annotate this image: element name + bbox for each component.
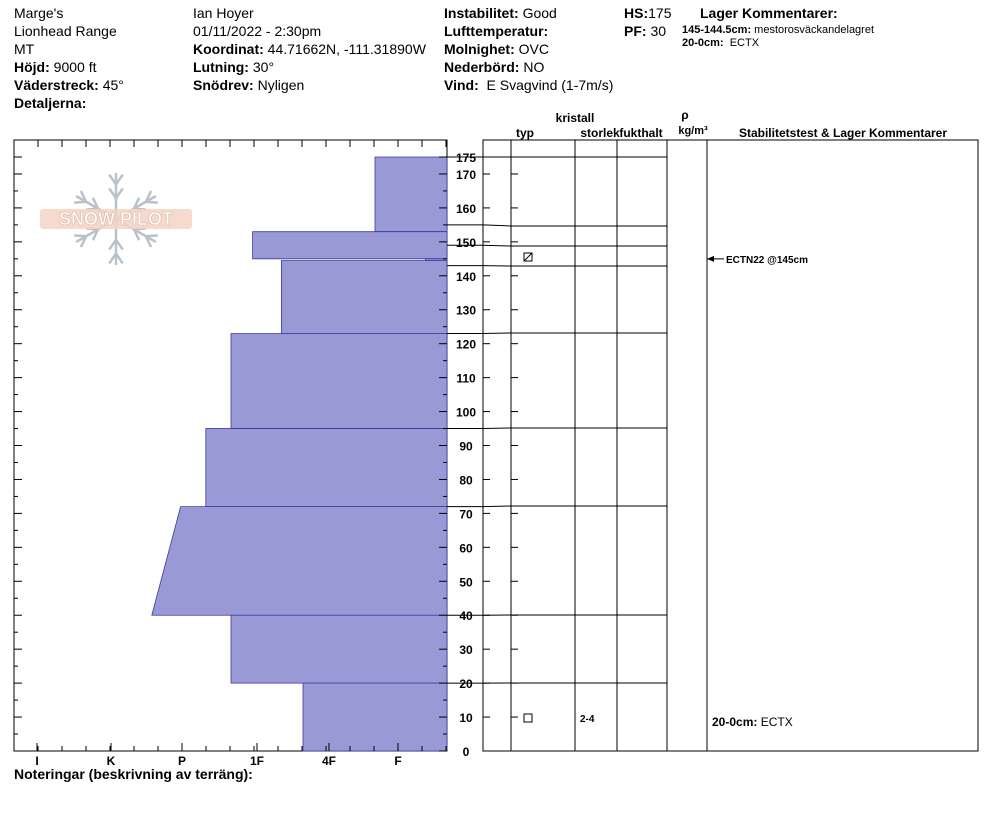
- depth-tick-label: 10: [459, 711, 473, 726]
- observer: Ian Hoyer: [193, 5, 254, 21]
- hardness-tick-label: I: [35, 754, 39, 768]
- layer-connector: [483, 428, 511, 429]
- depth-tick-label: 110: [456, 371, 476, 386]
- hardness-layer: [375, 157, 447, 232]
- layer-connector: [483, 245, 511, 246]
- layer-connector: [483, 225, 511, 226]
- layer-connector: [483, 333, 511, 334]
- col-header-storlek: storlek: [580, 126, 620, 140]
- col-header-rho: ρ: [681, 108, 689, 122]
- snowflake-branch: [74, 235, 86, 236]
- layer-boundary-lines: [447, 157, 667, 683]
- coord-value: 44.71662N, -111.31890W: [267, 41, 426, 57]
- col-header-stability: Stabilitetstest & Lager Kommentarer: [738, 126, 948, 140]
- snowpilot-logo: [40, 173, 192, 265]
- layer-table-frame: [483, 140, 978, 751]
- snowflake-branch: [74, 202, 86, 203]
- location-name: Marge's: [14, 5, 64, 21]
- depth-tick-label: 100: [455, 405, 477, 420]
- hardness-tick-label: 1F: [249, 754, 265, 768]
- depth-tick-label: 0: [462, 745, 470, 759]
- precip-value: NO: [523, 59, 545, 75]
- hardness-tick-label: F: [394, 754, 402, 768]
- notes-label: Noteringar (beskrivning av terräng):: [14, 766, 253, 782]
- elevation-value: 9000 ft: [53, 59, 97, 75]
- layer-comments-title: Lager Kommentarer:: [700, 5, 838, 21]
- wind-value: E Svagvind (1-7m/s): [486, 77, 614, 93]
- layer-comment-2: 20-0cm: ECTX: [682, 37, 760, 49]
- col-header-fukthalt: fukthalt: [619, 126, 663, 140]
- snowflake-branch: [146, 235, 158, 236]
- instability-row: Instabilitet: Good: [444, 5, 557, 21]
- pf-value: 30: [650, 23, 667, 39]
- depth-tick-label: 140: [455, 269, 477, 284]
- col-header-typ: typ: [516, 126, 534, 140]
- slope-row: Lutning: 30°: [193, 59, 275, 75]
- depth-tick-label: 150: [455, 235, 477, 250]
- col-header-density-unit: kg/m³: [678, 125, 708, 137]
- drift-row: Snödrev: Nyligen: [193, 77, 305, 93]
- depth-tick-label: 20: [459, 677, 473, 692]
- hardness-layer: [303, 683, 447, 751]
- depth-tick-label: 170: [455, 167, 477, 182]
- depth-tick-label: 50: [459, 575, 473, 590]
- grain-symbol-icon: [524, 714, 532, 722]
- coord-row: Koordinat: 44.71662N, -111.31890W: [193, 41, 426, 57]
- mountain-range: Lionhead Range: [14, 23, 117, 39]
- stability-tests: [707, 255, 808, 729]
- hs-row: HS:175: [624, 5, 672, 21]
- hardness-tick-label: P: [177, 754, 187, 768]
- hardness-tick-label: 4F: [321, 754, 337, 768]
- instability-value: Good: [522, 5, 557, 21]
- elevation-row: Höjd: 9000 ft: [14, 59, 97, 75]
- snowflake-branch: [146, 202, 158, 203]
- hardness-layer: [231, 334, 447, 429]
- hardness-bars: [152, 157, 447, 751]
- grain-rows: [524, 253, 595, 725]
- grain-slash: [524, 253, 532, 261]
- depth-tick-label: 130: [455, 303, 477, 318]
- depth-tick-label: 175: [455, 151, 477, 165]
- depth-tick-label: 80: [459, 473, 473, 488]
- depth-tick-label: 30: [459, 643, 473, 658]
- layer-connector: [483, 506, 511, 507]
- layer-comment-1: 145-144.5cm: mestorosväckandelagret: [682, 24, 875, 36]
- aspect-value: 45°: [102, 77, 124, 93]
- depth-tick-label: 90: [459, 439, 473, 454]
- slope-value: 30°: [252, 59, 275, 75]
- state: MT: [14, 41, 35, 57]
- col-header-kristall: kristall: [555, 111, 595, 125]
- logo-text: SNOW PILOT: [59, 209, 173, 229]
- hardness-tick-label: K: [106, 754, 116, 768]
- details-row: Detaljerna:: [14, 95, 87, 111]
- hardness-layer: [253, 232, 447, 259]
- airtemp-row: Lufttemperatur:: [444, 23, 549, 39]
- depth-tick-label: 60: [459, 541, 473, 556]
- drift-value: Nyligen: [257, 77, 305, 93]
- datetime: 01/11/2022 - 2:30pm: [193, 23, 322, 39]
- depth-tick-label: 120: [455, 337, 477, 352]
- depth-tick-label: 40: [459, 609, 473, 624]
- precip-row: Nederbörd: NO: [444, 59, 545, 75]
- depth-tick-label: 70: [459, 507, 473, 522]
- test-result-bottom: 20-0cm: ECTX: [712, 715, 793, 729]
- sky-row: Molnighet: OVC: [444, 41, 549, 57]
- hardness-layer: [231, 615, 447, 683]
- grain-size: 2-4: [580, 714, 595, 725]
- hardness-layer: [281, 261, 447, 334]
- test-result: ECTN22 @145cm: [726, 254, 809, 266]
- hs-value: 175: [648, 5, 672, 21]
- test-arrowhead: [707, 256, 714, 262]
- wind-row: Vind: E Svagvind (1-7m/s): [444, 77, 614, 93]
- hardness-layer: [152, 507, 447, 616]
- depth-tick-label: 160: [455, 201, 477, 216]
- sky-value: OVC: [518, 41, 549, 57]
- pf-row: PF: 30: [624, 23, 667, 39]
- hardness-layer: [206, 429, 447, 507]
- aspect-row: Väderstreck: 45°: [14, 77, 124, 93]
